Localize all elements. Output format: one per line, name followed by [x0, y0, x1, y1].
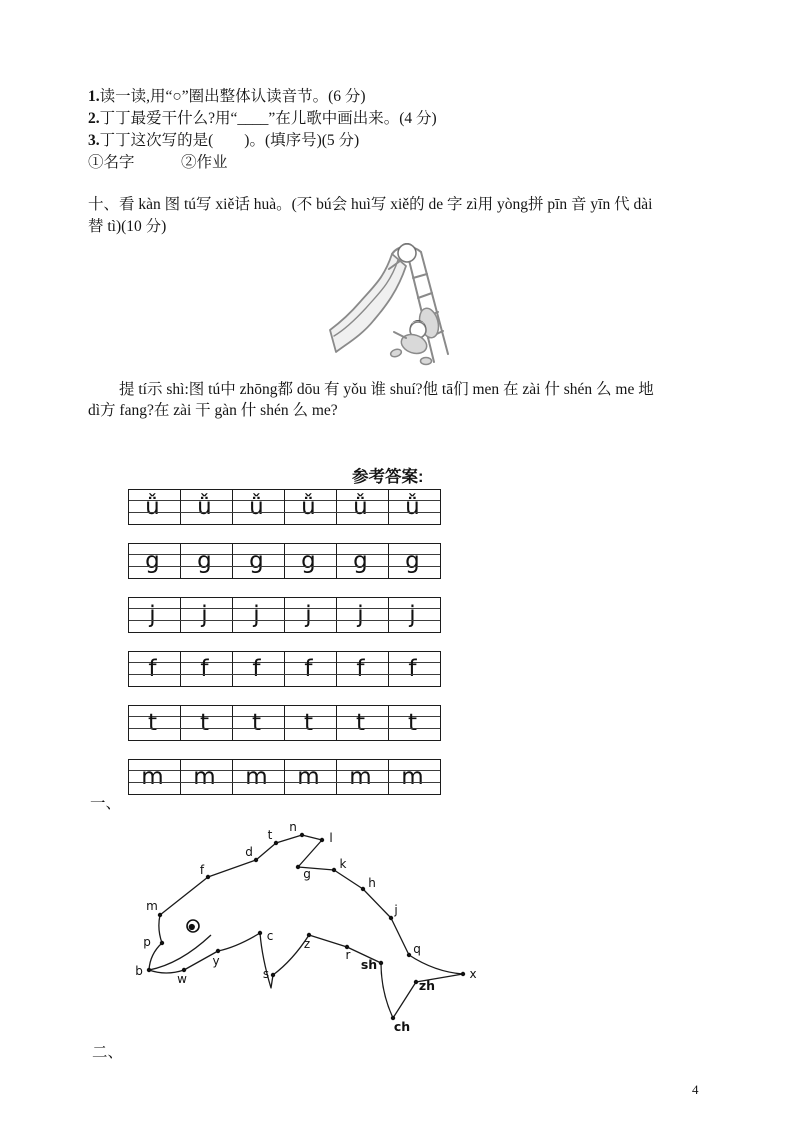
grid-cell	[389, 760, 440, 794]
puzzle-dot-h	[361, 887, 365, 891]
grid-letter: g	[353, 548, 368, 574]
grid-letter: j	[201, 602, 208, 628]
grid-cell	[129, 706, 181, 740]
pinyin-writing-grids	[128, 489, 441, 813]
puzzle-dot-d	[254, 858, 258, 862]
puzzle-dot-n	[300, 833, 304, 837]
section-ten-line2: 替 tì)(10 分)	[88, 218, 167, 235]
grid-letter: j	[253, 602, 260, 628]
grid-letter: j	[149, 602, 156, 628]
grid-letter: t	[199, 710, 209, 736]
grid-cell	[129, 490, 181, 524]
page-number: 4	[692, 1082, 699, 1097]
grid-letter: f	[408, 656, 417, 682]
puzzle-dot-label-l: l	[329, 831, 333, 845]
question-3	[88, 130, 437, 152]
grid-cell	[337, 652, 389, 686]
hint-text	[88, 379, 654, 421]
pinyin-grid-row	[128, 759, 441, 795]
grid-letter: g	[249, 548, 264, 574]
grid-cell	[337, 598, 389, 632]
question-1-number: 1.	[88, 88, 100, 105]
grid-letter: ǚ	[145, 494, 160, 520]
puzzle-dot-label-h: h	[368, 876, 376, 890]
grid-cell	[233, 760, 285, 794]
puzzle-dot-label-d: d	[245, 845, 253, 859]
question-block	[88, 86, 437, 174]
section-two-label: 二、	[92, 1044, 124, 1061]
grid-letter: g	[145, 548, 160, 574]
puzzle-dot-x	[461, 972, 465, 976]
question-3-options: ①名字 ②作业	[88, 154, 228, 171]
grid-cell	[389, 652, 440, 686]
grid-cell	[285, 544, 337, 578]
grid-letter: ǚ	[197, 494, 212, 520]
section-ten-line1: 十、看 kàn 图 tú写 xiě话 huà。(不 bú会 huì写 xiě的 de 字 zì用 yòng拼 pīn 音 yīn 代 dài	[88, 196, 653, 213]
grid-cell	[233, 544, 285, 578]
grid-cell	[181, 598, 233, 632]
grid-letter: f	[252, 656, 261, 682]
grid-cell	[285, 706, 337, 740]
puzzle-dot-zh	[414, 980, 418, 984]
grid-cell	[233, 490, 285, 524]
question-3-text: 丁丁这次写的是( )。(填序号)(5 分)	[99, 132, 360, 149]
grid-letter: m	[297, 764, 320, 790]
grid-letter: m	[349, 764, 372, 790]
question-2-number: 2.	[88, 110, 100, 127]
puzzle-dot-label-n: n	[289, 820, 297, 834]
grid-cell	[389, 598, 440, 632]
grid-cell	[233, 598, 285, 632]
question-3-number: 3.	[88, 132, 100, 149]
grid-cell	[233, 706, 285, 740]
grid-letter: t	[251, 710, 261, 736]
grid-letter: m	[401, 764, 424, 790]
grid-letter: f	[148, 656, 157, 682]
puzzle-dot-label-ch: ch	[393, 1019, 411, 1034]
puzzle-dot-label-b: b	[135, 964, 143, 978]
puzzle-dot-label-k: k	[339, 857, 347, 871]
slide-illustration	[322, 240, 462, 375]
section-one-label: 一、	[90, 795, 122, 812]
pinyin-grid-row	[128, 489, 441, 525]
grid-letter: j	[357, 602, 364, 628]
grid-letter: ǚ	[301, 494, 316, 520]
grid-cell	[337, 490, 389, 524]
puzzle-dot-label-sh: sh	[360, 957, 378, 972]
question-1-text: 读一读,用“○”圈出整体认读音节。(6 分)	[99, 88, 366, 105]
pinyin-grid-row	[128, 543, 441, 579]
grid-cell	[337, 706, 389, 740]
grid-letter: j	[305, 602, 312, 628]
grid-letter: ǚ	[405, 494, 420, 520]
grid-cell	[129, 598, 181, 632]
grid-letter: f	[200, 656, 209, 682]
grid-letter: ǚ	[353, 494, 368, 520]
puzzle-dot-label-m: m	[146, 899, 158, 913]
bottom-child-shoe	[390, 348, 403, 358]
grid-cell	[129, 544, 181, 578]
grid-cell	[129, 652, 181, 686]
puzzle-dot-y	[216, 949, 220, 953]
answer-key-heading: 参考答案:	[352, 468, 424, 486]
ladder-rung	[418, 293, 432, 298]
grid-letter: f	[304, 656, 313, 682]
grid-letter: t	[355, 710, 365, 736]
puzzle-dot-label-zh: zh	[418, 978, 436, 993]
puzzle-dot-label-y: y	[212, 954, 220, 968]
ladder-rail-right	[421, 252, 448, 354]
grid-letter: j	[409, 602, 416, 628]
puzzle-dot-label-z: z	[303, 937, 311, 951]
puzzle-dot-label-t: t	[267, 828, 273, 842]
grid-cell	[181, 490, 233, 524]
bottom-child-arm	[394, 332, 406, 338]
bottom-child-shoe	[421, 358, 432, 365]
section-ten-prompt	[88, 194, 652, 238]
dot-to-dot-dolphin-puzzle	[130, 818, 490, 1038]
grid-letter: m	[141, 764, 164, 790]
question-2	[88, 108, 437, 130]
grid-letter: g	[197, 548, 212, 574]
grid-letter: g	[405, 548, 420, 574]
grid-cell	[181, 760, 233, 794]
top-child-head	[398, 244, 416, 262]
grid-letter: t	[147, 710, 157, 736]
grid-cell	[285, 652, 337, 686]
puzzle-dot-g	[296, 865, 300, 869]
grid-cell	[181, 706, 233, 740]
grid-cell	[389, 544, 440, 578]
dolphin-mouth	[149, 935, 211, 970]
puzzle-dot-t	[274, 841, 278, 845]
grid-cell	[337, 544, 389, 578]
grid-letter: g	[301, 548, 316, 574]
pinyin-grid-row	[128, 705, 441, 741]
grid-letter: m	[245, 764, 268, 790]
question-1	[88, 86, 437, 108]
dolphin-eye-pupil	[189, 924, 195, 930]
puzzle-dot-label-c: c	[266, 929, 274, 943]
puzzle-dot-l	[320, 838, 324, 842]
hint-line1: 提 tí示 shì:图 tú中 zhōng都 dōu 有 yǒu 谁 shuí?他 tā们 men 在 zài 什 shén 么 me 地	[119, 381, 654, 398]
puzzle-dot-label-x: x	[469, 967, 477, 981]
puzzle-dot-label-g: g	[303, 867, 311, 881]
puzzle-dot-label-j: j	[394, 903, 398, 917]
grid-cell	[285, 760, 337, 794]
grid-cell	[337, 760, 389, 794]
puzzle-dot-m	[158, 913, 162, 917]
puzzle-dot-label-r: r	[345, 948, 351, 962]
pinyin-grid-row	[128, 597, 441, 633]
grid-cell	[181, 652, 233, 686]
grid-cell	[389, 490, 440, 524]
grid-cell	[389, 706, 440, 740]
grid-letter: ǚ	[249, 494, 264, 520]
puzzle-dot-sh	[379, 961, 383, 965]
ladder-rung	[413, 274, 427, 278]
puzzle-dot-q	[407, 953, 411, 957]
puzzle-dot-label-f: f	[199, 863, 205, 877]
puzzle-dot-f	[206, 875, 210, 879]
puzzle-dot-label-w: w	[177, 972, 187, 986]
puzzle-dot-label-s: s	[262, 967, 270, 981]
grid-cell	[285, 490, 337, 524]
grid-letter: t	[407, 710, 417, 736]
grid-letter: t	[303, 710, 313, 736]
puzzle-dot-k	[332, 868, 336, 872]
puzzle-dot-j	[389, 916, 393, 920]
question-2-text: 丁丁最爱干什么?用“____”在儿歌中画出来。(4 分)	[99, 110, 437, 127]
puzzle-dot-label-p: p	[143, 935, 151, 949]
grid-cell	[285, 598, 337, 632]
grid-cell	[181, 544, 233, 578]
puzzle-dot-label-q: q	[413, 942, 421, 956]
puzzle-dot-p	[160, 941, 164, 945]
grid-cell	[233, 652, 285, 686]
puzzle-dot-s	[271, 973, 275, 977]
hint-line2: dì方 fang?在 zài 干 gàn 什 shén 么 me?	[88, 402, 338, 419]
puzzle-dot-b	[147, 968, 151, 972]
pinyin-grid-row	[128, 651, 441, 687]
grid-letter: m	[193, 764, 216, 790]
puzzle-dot-c	[258, 931, 262, 935]
grid-cell	[129, 760, 181, 794]
grid-letter: f	[356, 656, 365, 682]
